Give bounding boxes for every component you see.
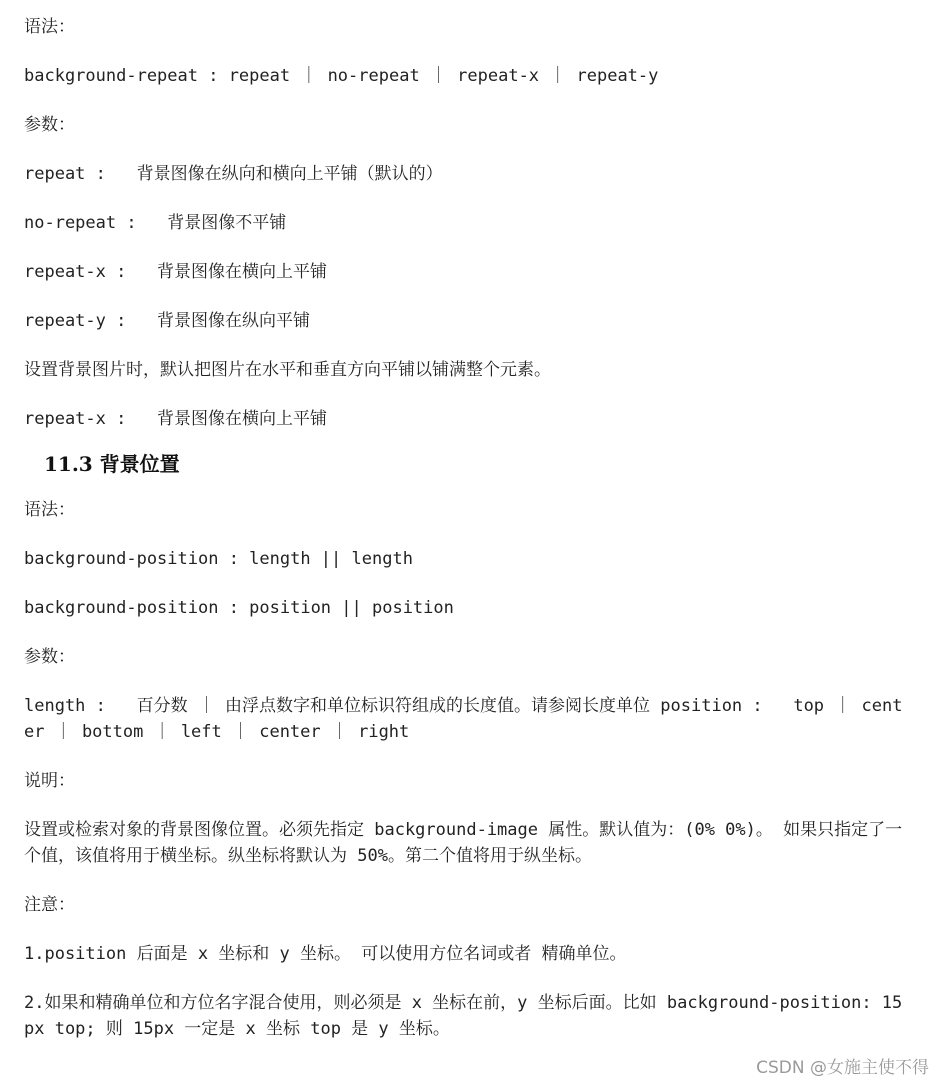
params-label-2: 参数：	[24, 647, 75, 667]
repeat-y-description: repeat-y : 背景图像在纵向平铺	[24, 311, 311, 331]
document-body	[24, 14, 904, 1065]
explain-label: 说明：	[24, 771, 75, 791]
default-tiling-note: 设置背景图片时，默认把图片在水平和垂直方向平铺以铺满整个元素。	[24, 360, 551, 380]
repeat-x-description-repeat: repeat-x : 背景图像在横向上平铺	[24, 409, 328, 429]
repeat-syntax-line: background-repeat : repeat ｜ no-repeat ｜ repeat-x ｜ repeat-y	[24, 66, 659, 86]
repeat-x-description: repeat-x : 背景图像在横向上平铺	[24, 262, 328, 282]
position-syntax-length: background-position : length || length	[24, 549, 413, 569]
syntax-label-1: 语法：	[24, 17, 75, 37]
position-syntax-position: background-position : position || position	[24, 598, 454, 618]
no-repeat-description: no-repeat : 背景图像不平铺	[24, 213, 287, 233]
section-heading: 11.3 背景位置	[44, 452, 180, 476]
params-label-1: 参数：	[24, 115, 75, 135]
repeat-description: repeat : 背景图像在纵向和横向上平铺（默认的）	[24, 164, 443, 184]
length-description: length : 百分数 ｜ 由浮点数字和单位标识符组成的长度值。请参阅长度单位 position : top ｜ center ｜ bottom ｜ left ｜ center ｜ right	[24, 696, 903, 742]
note-item-1: 1.position 后面是 x 坐标和 y 坐标。 可以使用方位名词或者 精确单位。	[24, 944, 627, 964]
syntax-label-2: 语法：	[24, 500, 75, 520]
explain-text: 设置或检索对象的背景图像位置。必须先指定 background-image 属性。默认值为：(0% 0%)。 如果只指定了一个值，该值将用于横坐标。纵坐标将默认为 50%。第二个值将用于纵坐标。	[24, 820, 903, 866]
csdn-watermark: CSDN @女施主使不得	[756, 1058, 929, 1078]
note-item-2: 2.如果和精确单位和方位名字混合使用，则必须是 x 坐标在前，y 坐标后面。比如 background-position: 15px top; 则 15px 一定是 x 坐标 top 是 y 坐标。	[24, 993, 903, 1039]
note-label: 注意：	[24, 895, 75, 915]
